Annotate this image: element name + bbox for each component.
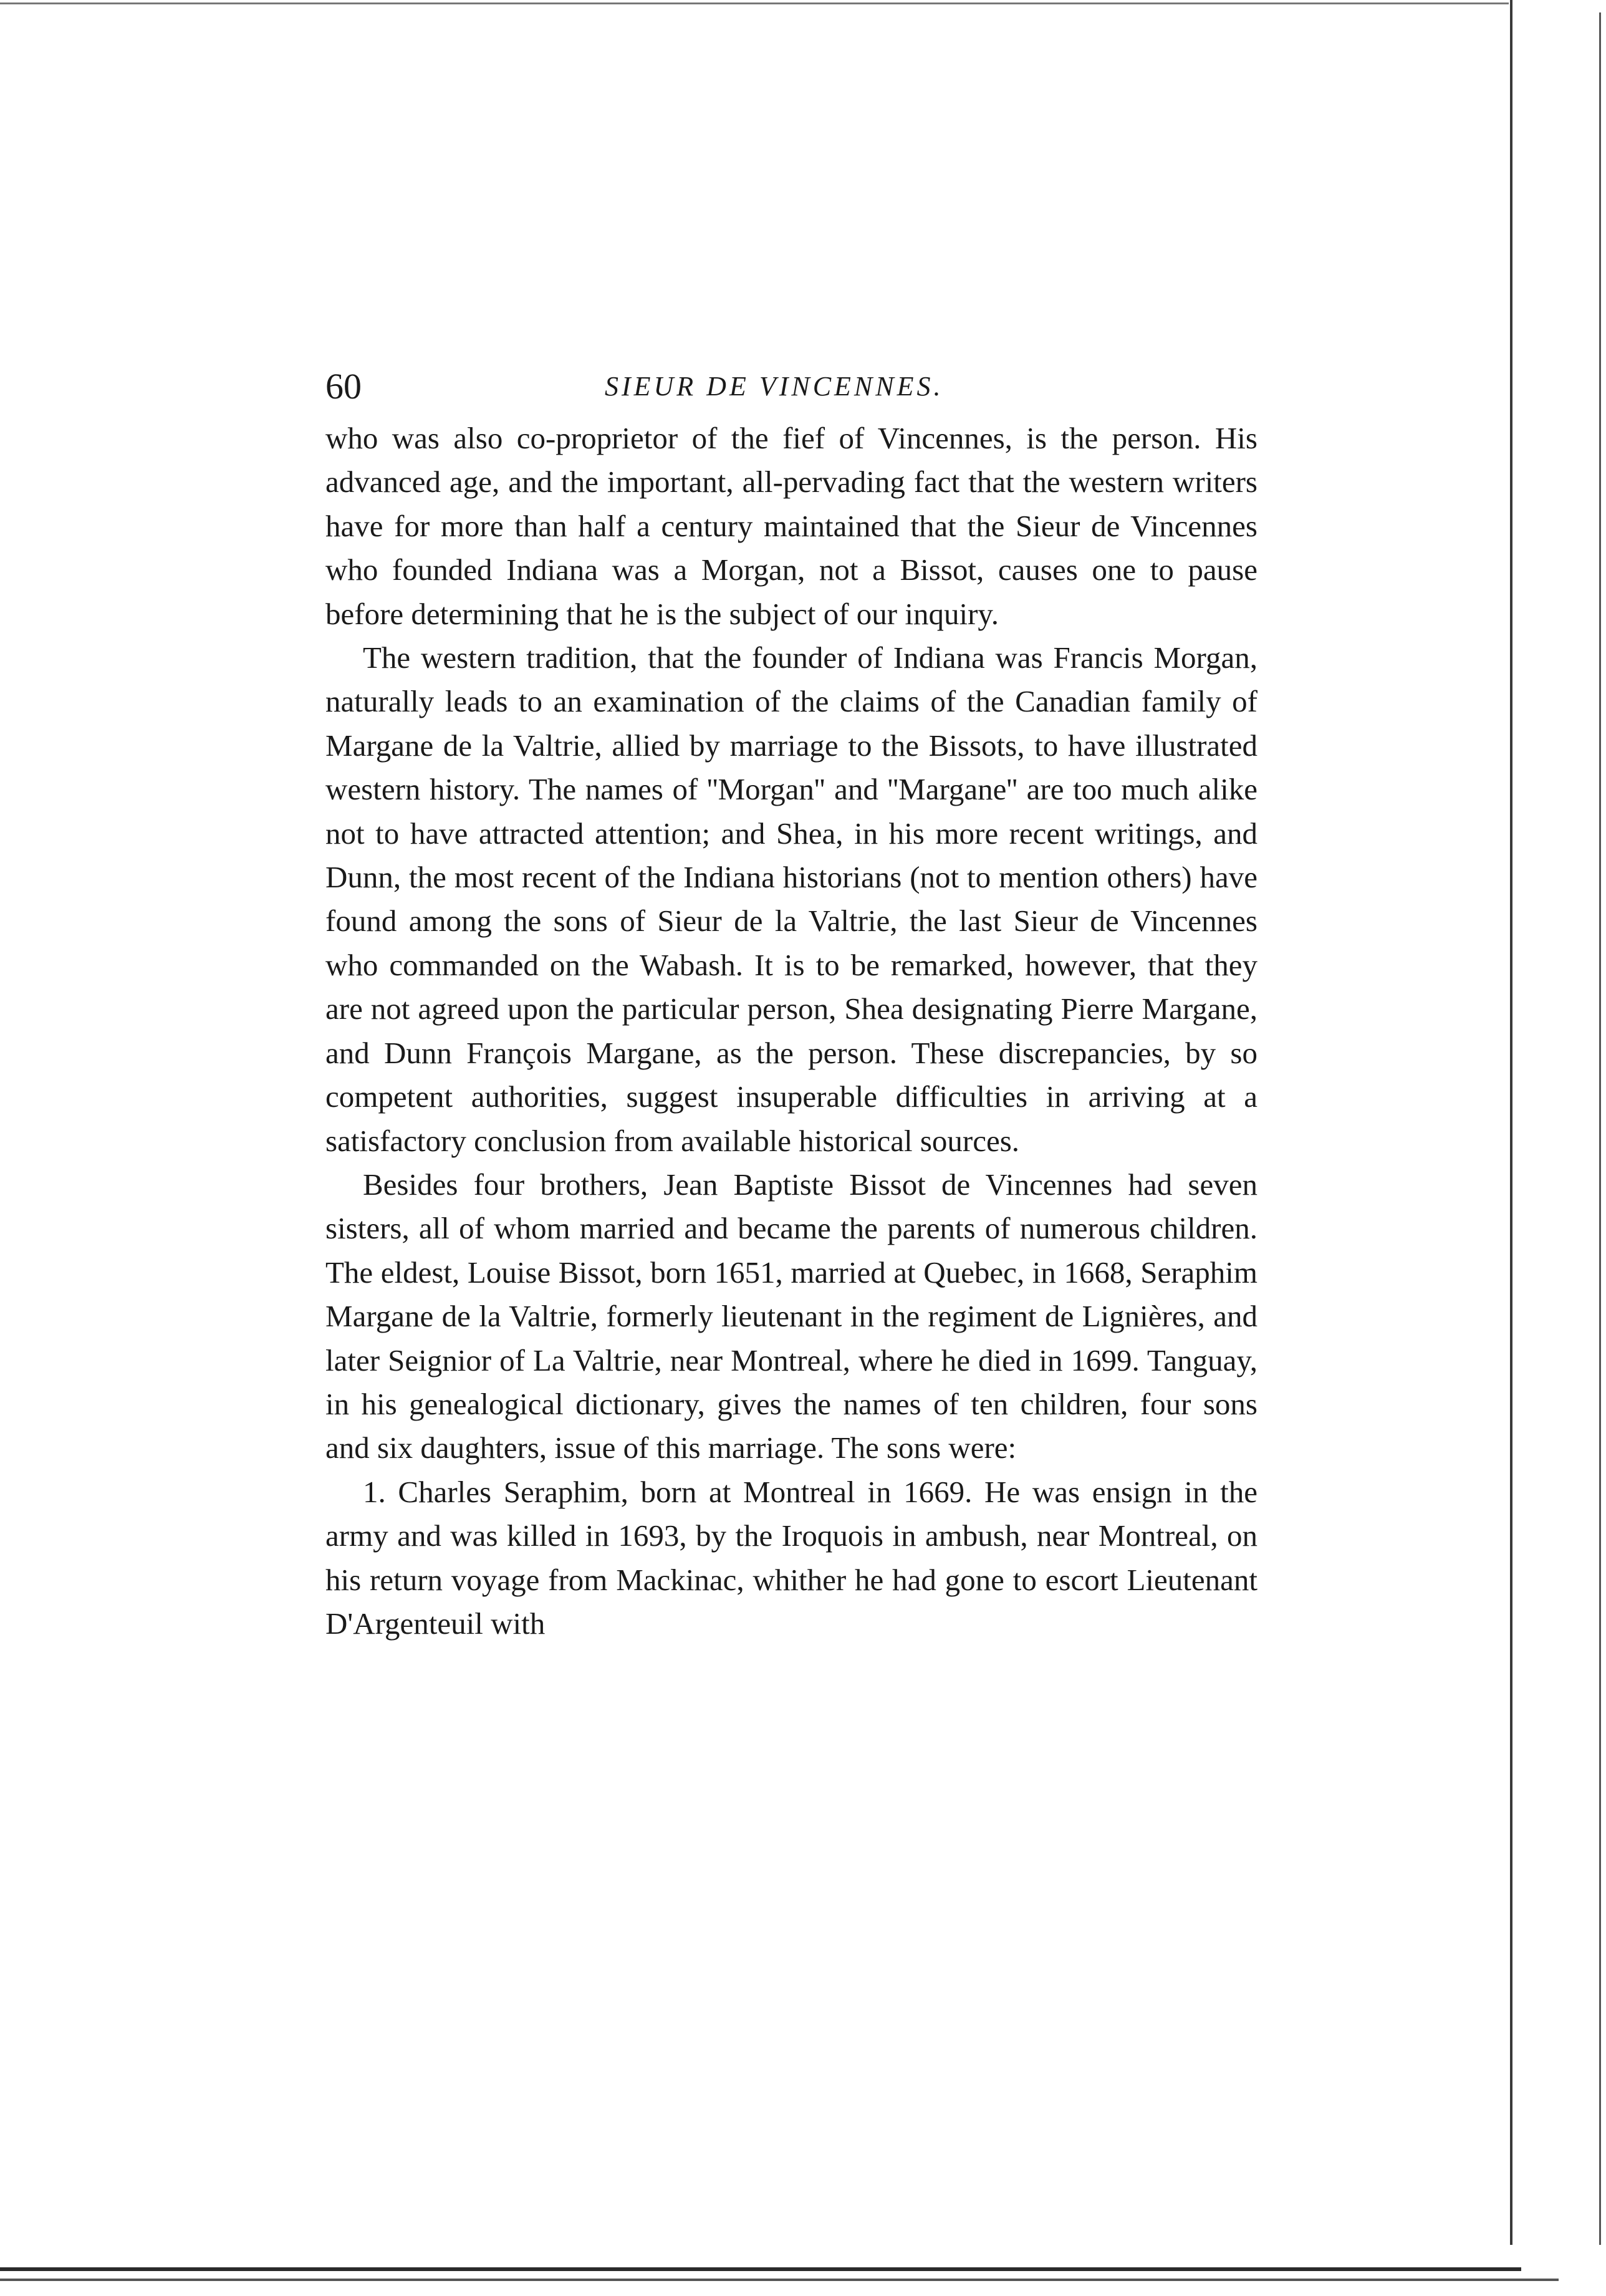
paragraph: 1. Charles Seraphim, born at Montreal in 1669. He was ensign in the army and was killed in 1693, by the Iroquois in ambush, near Montreal, on his return voyage from Mackinac, whither he had gone to escort Lieutenant D'Argenteuil with — [325, 1474, 1257, 1641]
page-number: 60 — [325, 366, 362, 407]
page-edge-bottom-shadow — [0, 2279, 1559, 2281]
body-text — [325, 417, 1257, 1646]
page-edge-bottom — [0, 2267, 1521, 2271]
paragraph: Besides four brothers, Jean Baptiste Bissot de Vincennes had seven sisters, all of whom married and became the parents of numerous children. The eldest, Louise Bissot, born 1651, married at Quebec, in 1668, Seraphim Margane de la Valtrie, formerly lieutenant in the regiment de Lignières, and later Seignior of La Valtrie, near Montreal, where he died in 1699. Tanguay, in his genealogical dictionary, gives the names of ten children, four sons and six daughters, issue of this marriage. The sons were: — [325, 1167, 1257, 1465]
paragraph: The western tradition, that the founder of Indiana was Francis Morgan, naturally leads to an examination of the claims of the Canadian family of Margane de la Valtrie, allied by marriage to the Bissots, to have illustrated western history. The names of ''Morgan'' and ''Margane'' are too much alike not to have attracted attention; and Shea, in his more recent writings, and Dunn, the most recent of the Indiana historians (not to mention others) have found among the sons of Sieur de la Valtrie, the last Sieur de Vincennes who commanded on the Wabash. It is to be remarked, however, that they are not agreed upon the particular person, Shea designating Pierre Margane, and Dunn François Margane, as the person. These discrepancies, by so competent authorities, suggest insuperable difficulties in arriving at a satisfactory conclusion from available historical sources. — [325, 640, 1257, 1158]
paragraph: who was also co-proprietor of the fief of Vincennes, is the person. His advanced age, and the important, all-pervading fact that the western writers have for more than half a century maintained that the Sieur de Vincennes who founded Indiana was a Morgan, not a Bissot, causes one to pause before determining that he is the subject of our inquiry. — [325, 421, 1257, 631]
page-edge-top — [0, 2, 1509, 4]
page-edge-right-outer — [1599, 12, 1601, 2245]
page-header — [325, 359, 1267, 415]
page-edge-right — [1510, 0, 1512, 2245]
running-head: SIEUR DE VINCENNES. — [605, 371, 944, 402]
